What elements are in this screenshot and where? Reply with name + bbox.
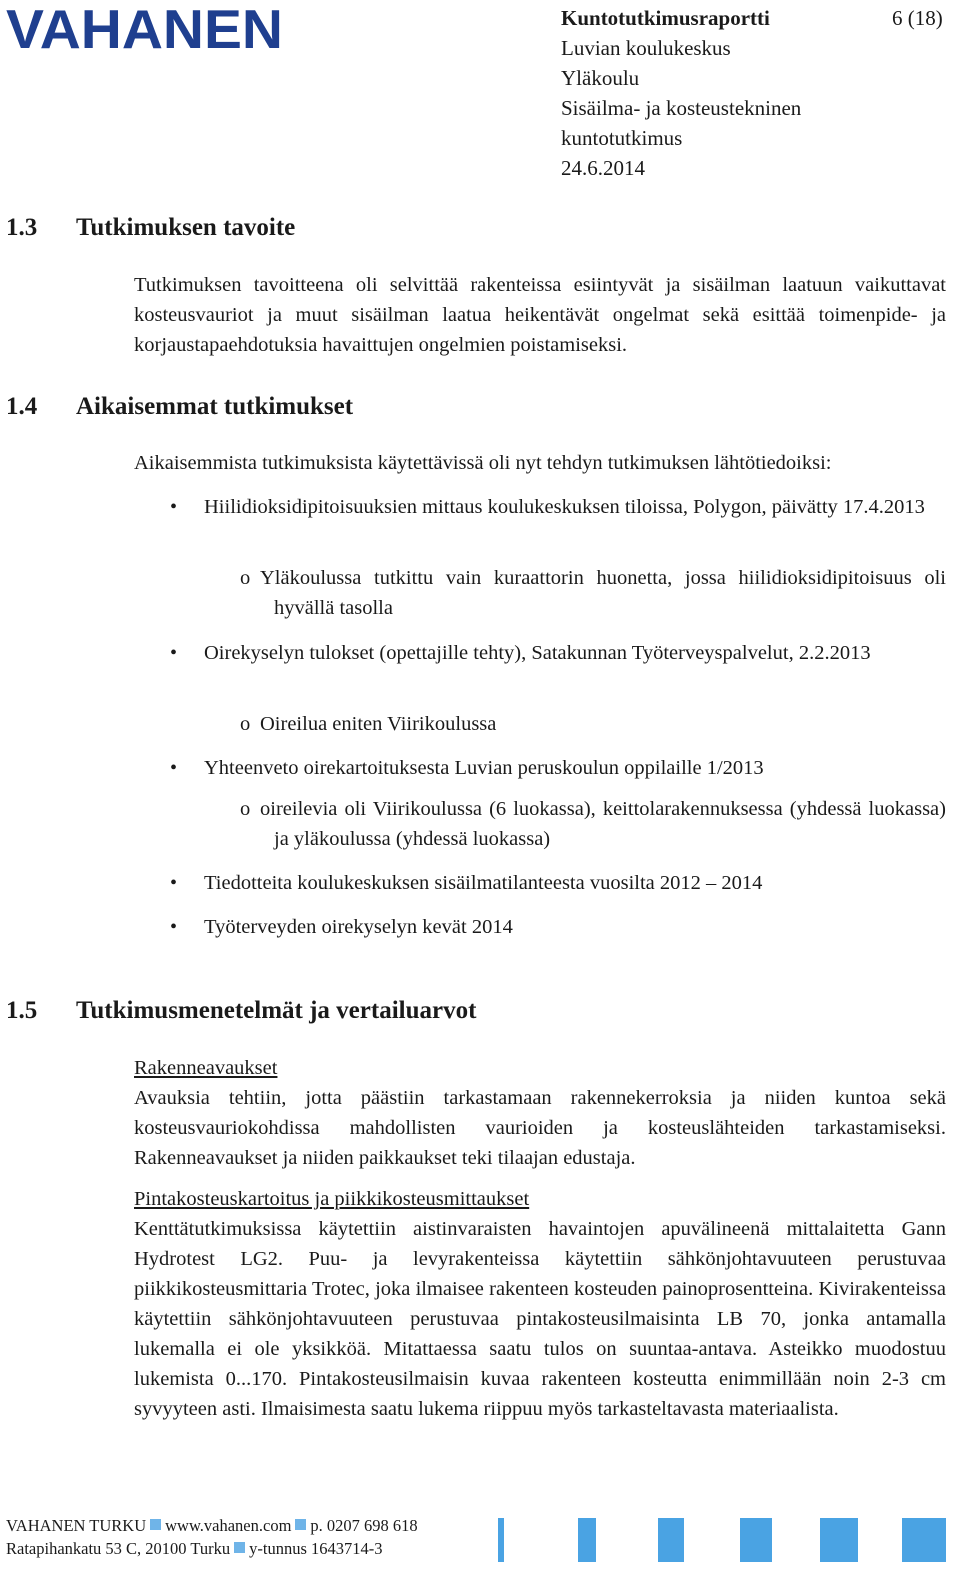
footer-decoration-bar xyxy=(498,1518,504,1562)
footer-decoration-bar xyxy=(820,1518,858,1562)
section-heading xyxy=(6,212,295,244)
bullet-icon: • xyxy=(170,496,178,518)
sub-list-item: Yläkoulussa tutkittu vain kuraattorin huonetta, jossa hiilidioksidipitoisuus oli hyvällä tasolla xyxy=(260,567,946,619)
sub-list-item: oireilevia oli Viirikoulussa (6 luokassa), keittolarakennuksessa (yhdessä luokassa) ja yläkoulussa (yhdessä luokassa) xyxy=(260,798,946,850)
bullet-icon: • xyxy=(170,916,178,938)
footer-decoration-bar xyxy=(578,1518,596,1562)
bullet-icon: • xyxy=(170,642,178,664)
sub-bullet-icon: o xyxy=(240,798,251,820)
report-title: Kuntotutkimusraportti xyxy=(561,6,770,30)
header-line: Sisäilma- ja kosteustekninen xyxy=(561,96,802,120)
subsection-title: Rakenneavaukset xyxy=(134,1057,278,1079)
subsection-paragraph: Kenttätutkimuksissa käytettiin aistinvaraisten havaintojen apuvälineenä mittalaitetta Gann Hydrotest LG2. Puu- ja levyrakenteissa käytettiin sähkönjohtavuuteen perustuvaa piikkikosteusmittaria Trotec, joka ilmaisee rakenteen kosteuden painoprosentteina. Kivirakenteissa käytettiin sähkönjohtavuuteen perustuvaa pintakosteusilmaisinta LB 70, jonka antamalla lukemalla ei ole yksikköä. Mitattaessa saatu tulos on suuntaa-antava. Asteikko muodostuu lukemista 0...170. Pintakosteusilmaisin kuvaa rakenteen kosteutta enimmillään noin 2-3 cm syvyyteen asti. Ilmaisimesta saatu lukema riippuu myös tarkasteltavasta materiaalista. xyxy=(134,1218,946,1420)
header-line: kuntotutkimus xyxy=(561,126,683,150)
list-item: Yhteenveto oirekartoituksesta Luvian peruskoulun oppilaille 1/2013 xyxy=(204,757,764,779)
subsection-title: Pintakosteuskartoitus ja piikkikosteusmittaukset xyxy=(134,1188,530,1210)
section-title: Tutkimuksen tavoite xyxy=(76,214,296,241)
subsection-paragraph: Avauksia tehtiin, jotta päästiin tarkastamaan rakennekerroksia ja niiden kuntoa sekä kosteusvauriokohdissa mahdollisten vaurioiden ja kosteuslähteiden tarkastamiseksi. Rakenneavaukset ja niiden paikkaukset teki tilaajan edustaja. xyxy=(134,1087,946,1169)
section-number: 1.4 xyxy=(6,393,38,420)
section-heading xyxy=(6,995,476,1027)
list-item: Työterveyden oirekyselyn kevät 2014 xyxy=(204,916,513,938)
section-paragraph: Tutkimuksen tavoitteena oli selvittää rakenteissa esiintyvät ja sisäilman laatuun vaikuttavat kosteusvauriot ja muut sisäilman laatua heikentävät ongelmat sekä esittää toimenpide- ja korjaustapaehdotuksia havaittujen ongelmien poistamiseksi. xyxy=(134,274,946,356)
footer-company: VAHANEN TURKU xyxy=(6,1516,147,1535)
sub-bullet-icon: o xyxy=(240,713,251,735)
footer-decoration-bar xyxy=(740,1518,772,1562)
svg-text:VAHANEN: VAHANEN xyxy=(6,2,283,54)
square-icon xyxy=(234,1542,245,1553)
square-icon xyxy=(150,1519,161,1530)
section-title: Aikaisemmat tutkimukset xyxy=(76,393,354,420)
section-heading xyxy=(6,391,353,423)
footer-street: Ratapihankatu 53 C, 20100 Turku xyxy=(6,1539,231,1558)
section-title: Tutkimusmenetelmät ja vertailuarvot xyxy=(76,997,477,1024)
list-item: Hiilidioksidipitoisuuksien mittaus koulukeskuksen tiloissa, Polygon, päivätty 17.4.2013 xyxy=(204,496,925,518)
bullet-icon: • xyxy=(170,757,178,779)
sub-bullet-icon: o xyxy=(240,567,251,589)
bullet-icon: • xyxy=(170,872,178,894)
footer-contact xyxy=(6,1515,418,1537)
footer-phone: p. 0207 698 618 xyxy=(310,1516,418,1535)
header-line: Luvian koulukeskus xyxy=(561,36,731,60)
section-number: 1.5 xyxy=(6,997,38,1024)
header-date: 24.6.2014 xyxy=(561,156,645,180)
sub-list-item: Oireilua eniten Viirikoulussa xyxy=(260,713,497,735)
square-icon xyxy=(295,1519,306,1530)
section-number: 1.3 xyxy=(6,214,38,241)
footer-web: www.vahanen.com xyxy=(165,1516,292,1535)
list-item: Tiedotteita koulukeskuksen sisäilmatilanteesta vuosilta 2012 – 2014 xyxy=(204,872,763,894)
header-line: Yläkoulu xyxy=(561,66,640,90)
footer-decoration-bar xyxy=(658,1518,684,1562)
footer-address xyxy=(6,1538,383,1560)
footer-decoration-bar xyxy=(902,1518,946,1562)
list-item: Oirekyselyn tulokset (opettajille tehty), Satakunnan Työterveyspalvelut, 2.2.2013 xyxy=(204,642,871,664)
section-intro: Aikaisemmista tutkimuksista käytettävissä oli nyt tehdyn tutkimuksen lähtötiedoiksi: xyxy=(134,452,832,474)
footer-ytunnus: y-tunnus 1643714-3 xyxy=(249,1539,383,1558)
page-number: 6 (18) xyxy=(892,6,943,30)
vahanen-logo xyxy=(6,2,286,59)
